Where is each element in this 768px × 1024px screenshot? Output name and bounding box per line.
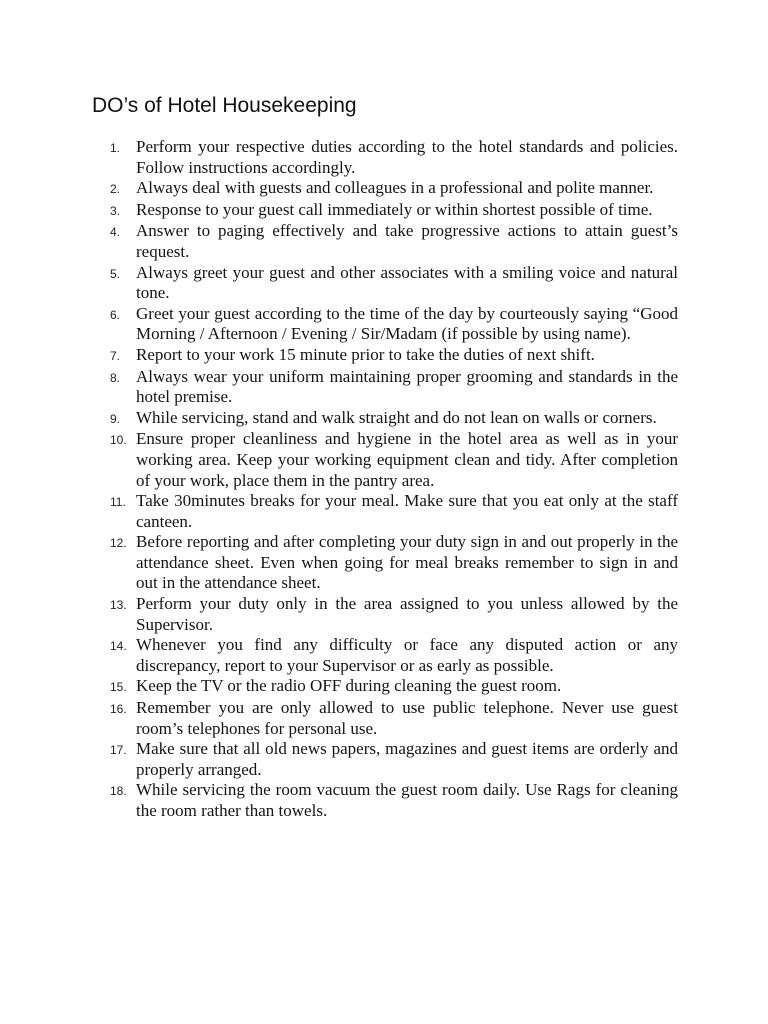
- list-item: [106, 698, 678, 739]
- item-number: 16.: [110, 702, 127, 717]
- item-text: Keep the TV or the radio OFF during cleaning the guest room.: [136, 676, 562, 696]
- item-number: 8.: [110, 370, 121, 385]
- item-text: Remember you are only allowed to use public telephone. Never use guest room’s telephones for personal use.: [136, 698, 678, 738]
- item-number: 13.: [110, 598, 127, 613]
- item-text: While servicing, stand and walk straight and do not lean on walls or corners.: [136, 407, 657, 427]
- item-text: Ensure proper cleanliness and hygiene in the hotel area as well as in your working area. Keep your working equipment clean and tidy. After completion of your work, place them in the pantry area.: [136, 429, 678, 490]
- list-item: [106, 635, 678, 676]
- item-number: 9.: [110, 411, 121, 426]
- item-number: 11.: [110, 495, 126, 510]
- item-number: 10.: [110, 433, 127, 448]
- list-item: [106, 263, 678, 304]
- item-text: Greet your guest according to the time of the day by courteously saying “Good Morning / Afternoon / Evening / Sir/Madam (if possible by using name).: [136, 303, 678, 344]
- item-number: 15.: [110, 680, 127, 695]
- item-text: Before reporting and after completing your duty sign in and out properly in the attendance sheet. Even when going for meal breaks remember to sign in and out in the attendance sheet.: [136, 532, 678, 593]
- page-title: DO’s of Hotel Housekeeping: [92, 94, 357, 117]
- list-item: [106, 491, 678, 532]
- dos-list: [106, 137, 678, 822]
- list-item: [106, 304, 678, 345]
- item-number: 18.: [110, 784, 127, 799]
- list-item: [106, 178, 678, 200]
- item-text: Make sure that all old news papers, magazines and guest items are orderly and properly arranged.: [136, 739, 678, 779]
- list-item: [106, 429, 678, 491]
- item-number: 6.: [110, 307, 121, 322]
- item-number: 1.: [110, 141, 121, 155]
- list-item: [106, 780, 678, 821]
- item-number: 5.: [110, 266, 121, 281]
- item-number: 4.: [110, 225, 121, 240]
- item-text: Always wear your uniform maintaining proper grooming and standards in the hotel premise.: [136, 366, 678, 407]
- list-item: [106, 367, 678, 408]
- item-text: Perform your duty only in the area assigned to you unless allowed by the Supervisor.: [136, 594, 678, 634]
- list-item: [106, 532, 678, 594]
- item-text: Answer to paging effectively and take progressive actions to attain guest’s request.: [136, 221, 678, 261]
- item-text: While servicing the room vacuum the guest room daily. Use Rags for cleaning the room rather than towels.: [136, 780, 678, 820]
- list-item: [106, 408, 678, 430]
- item-number: 17.: [110, 743, 127, 758]
- list-item: [106, 200, 678, 222]
- item-text: Report to your work 15 minute prior to take the duties of next shift.: [136, 344, 595, 364]
- list-item: [106, 739, 678, 780]
- item-text: Whenever you find any difficulty or face any disputed action or any discrepancy, report to your Supervisor or as early as possible.: [136, 635, 678, 675]
- list-item: [106, 676, 678, 698]
- item-text: Perform your respective duties according to the hotel standards and policies. Follow instructions accordingly.: [136, 137, 678, 177]
- list-item: [106, 137, 678, 178]
- list-item: [106, 345, 678, 367]
- item-text: Always greet your guest and other associates with a smiling voice and natural tone.: [136, 262, 678, 303]
- item-number: 14.: [110, 639, 127, 654]
- item-number: 2.: [110, 182, 121, 197]
- item-number: 7.: [110, 348, 121, 363]
- item-text: Response to your guest call immediately or within shortest possible of time.: [136, 199, 653, 219]
- item-number: 12.: [110, 536, 127, 551]
- list-item: [106, 221, 678, 262]
- list-item: [106, 594, 678, 635]
- item-text: Always deal with guests and colleagues in a professional and polite manner.: [136, 178, 654, 198]
- item-number: 3.: [110, 203, 121, 218]
- item-text: Take 30minutes breaks for your meal. Make sure that you eat only at the staff canteen.: [136, 491, 678, 531]
